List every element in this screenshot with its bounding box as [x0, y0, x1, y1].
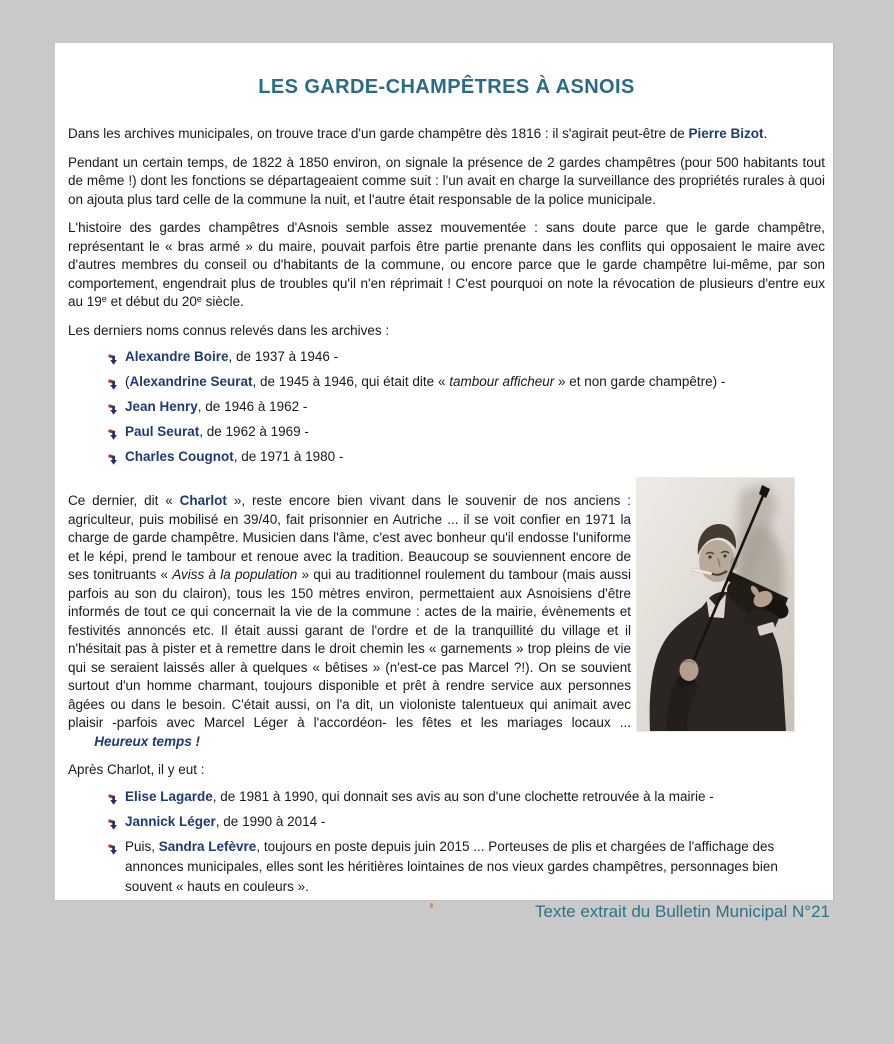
list-item	[108, 447, 825, 472]
paragraph-intro: Dans les archives municipales, on trouve trace d'un garde champêtre dès 1816 : il s'agirait peut-être de Pierre Bizot.	[68, 126, 768, 141]
list-item	[108, 372, 825, 397]
list-item-text: Jannick Léger, de 1990 à 2014 -	[125, 813, 326, 829]
arrow-bullet-icon	[108, 347, 119, 372]
scan-artifact	[430, 903, 433, 908]
list-item	[108, 787, 825, 812]
gardes-list-recent	[108, 787, 825, 897]
list-item-text: Jean Henry, de 1946 à 1962 -	[125, 399, 308, 414]
arrow-bullet-icon	[108, 837, 119, 862]
list1-intro: Les derniers noms connus relevés dans les archives :	[68, 322, 390, 338]
paragraph-charlot: Ce dernier, dit « Charlot », reste encore bien vivant dans le souvenir de nos anciens : agriculteur, puis mobilisé en 39/40, fait prisonnier en Autriche ... il se voit confier en 1971 la charge de garde champêtre. Musicien dans l'âme, c'est avec bonheur qu'il endosse l'uniforme et le képi, prend le tambour et renoue avec la tradition. Beaucoup se souviennent encore de ses tonitruants « Aviss à la population » qui au traditionnel roulement du tambour (mais aussi parfois au son du clairon), tous les 150 mètres environ, permettaient aux Asnoisiens d'être informés de tout ce qui concernait la vie de la commune : actes de la mairie, évènements et festivités annoncés etc. Il était aussi garant de l'ordre et de la tranquillité du village et il n'hésitait pas à pister et à remettre dans le droit chemin les « garnements » trop pleins de vie qui se seraient laissés aller à quelques « bêtises » (n'est-ce pas Marcel ?!). On se souvient surtout d'un homme charmant, toujours disponible et prêt à rendre service aux personnes âgées ou dans le besoin. C'était aussi, on l'a dit, un violoniste talentueux qui animait avec plaisir -parfois avec Marcel Léger à l'accordéon- les fêtes et les mariages locaux ... Heureux temps !	[68, 493, 631, 749]
list-item-text: (Alexandrine Seurat, de 1945 à 1946, qui était dite « tambour afficheur » et non garde champêtre) -	[125, 374, 726, 389]
paragraph-histoire: L'histoire des gardes champêtres d'Asnois semble assez mouvementée : sans doute parce que le garde champêtre, représentant le « bras armé » du maire, pouvait parfois être partie prenante dans les conflits qui opposaient le maire avec d'autres membres du conseil ou d'habitants de la commune, ou encore parce que le garde champêtre lui-même, par son comportement, engendrait plus de troubles qu'il n'en réprimait ! C'est pourquoi on note la révocation de plusieurs d'entre eux au 19e et début du 20e siècle.	[68, 220, 825, 309]
document-content	[55, 76, 833, 897]
list-item	[108, 812, 825, 837]
document-page	[55, 43, 834, 901]
list-item	[108, 837, 825, 897]
arrow-bullet-icon	[108, 397, 119, 422]
paragraph-two-gardes: Pendant un certain temps, de 1822 à 1850 environ, on signale la présence de 2 gardes champêtres (pour 500 habitants tout de même !) dont les fonctions se départageaient comme suit : l'un avait en charge la surveillance des propriétés rurales à quoi on ajouta plus tard celle de la commune la nuit, et l'autre était responsable de la police municipale.	[68, 154, 825, 207]
arrow-bullet-icon	[108, 812, 119, 837]
list-item-text: Charles Cougnot, de 1971 à 1980 -	[125, 449, 344, 464]
charlot-section	[68, 492, 631, 751]
charlot-violin-photo	[636, 477, 795, 732]
charlot-photo-illustration	[636, 477, 795, 732]
page-title: LES GARDE-CHAMPÊTRES À ASNOIS	[258, 76, 635, 98]
arrow-bullet-icon	[108, 422, 119, 447]
gardes-list-archives	[108, 347, 825, 472]
list-item	[108, 397, 825, 422]
list-item-text: Elise Lagarde, de 1981 à 1990, qui donnait ses avis au son d'une clochette retrouvée à la mairie -	[125, 788, 714, 804]
footer-credit: Texte extrait du Bulletin Municipal N°21	[534, 902, 830, 921]
arrow-bullet-icon	[108, 447, 119, 472]
list-item	[108, 347, 825, 372]
list-item-text: Paul Seurat, de 1962 à 1969 -	[125, 424, 309, 439]
arrow-bullet-icon	[108, 372, 119, 397]
list-item-text: Puis, Sandra Lefèvre, toujours en poste depuis juin 2015 ... Porteuses de plis et chargées de l'affichage des annonces municipales, elles sont les héritières lointaines de nos vieux gardes champêtres, personnages bien souvent « hauts en couleurs ».	[125, 838, 778, 894]
list2-intro: Après Charlot, il y eut :	[68, 762, 205, 777]
list-item-text: Alexandre Boire, de 1937 à 1946 -	[125, 349, 339, 364]
arrow-bullet-icon	[108, 787, 119, 812]
list-item	[108, 422, 825, 447]
